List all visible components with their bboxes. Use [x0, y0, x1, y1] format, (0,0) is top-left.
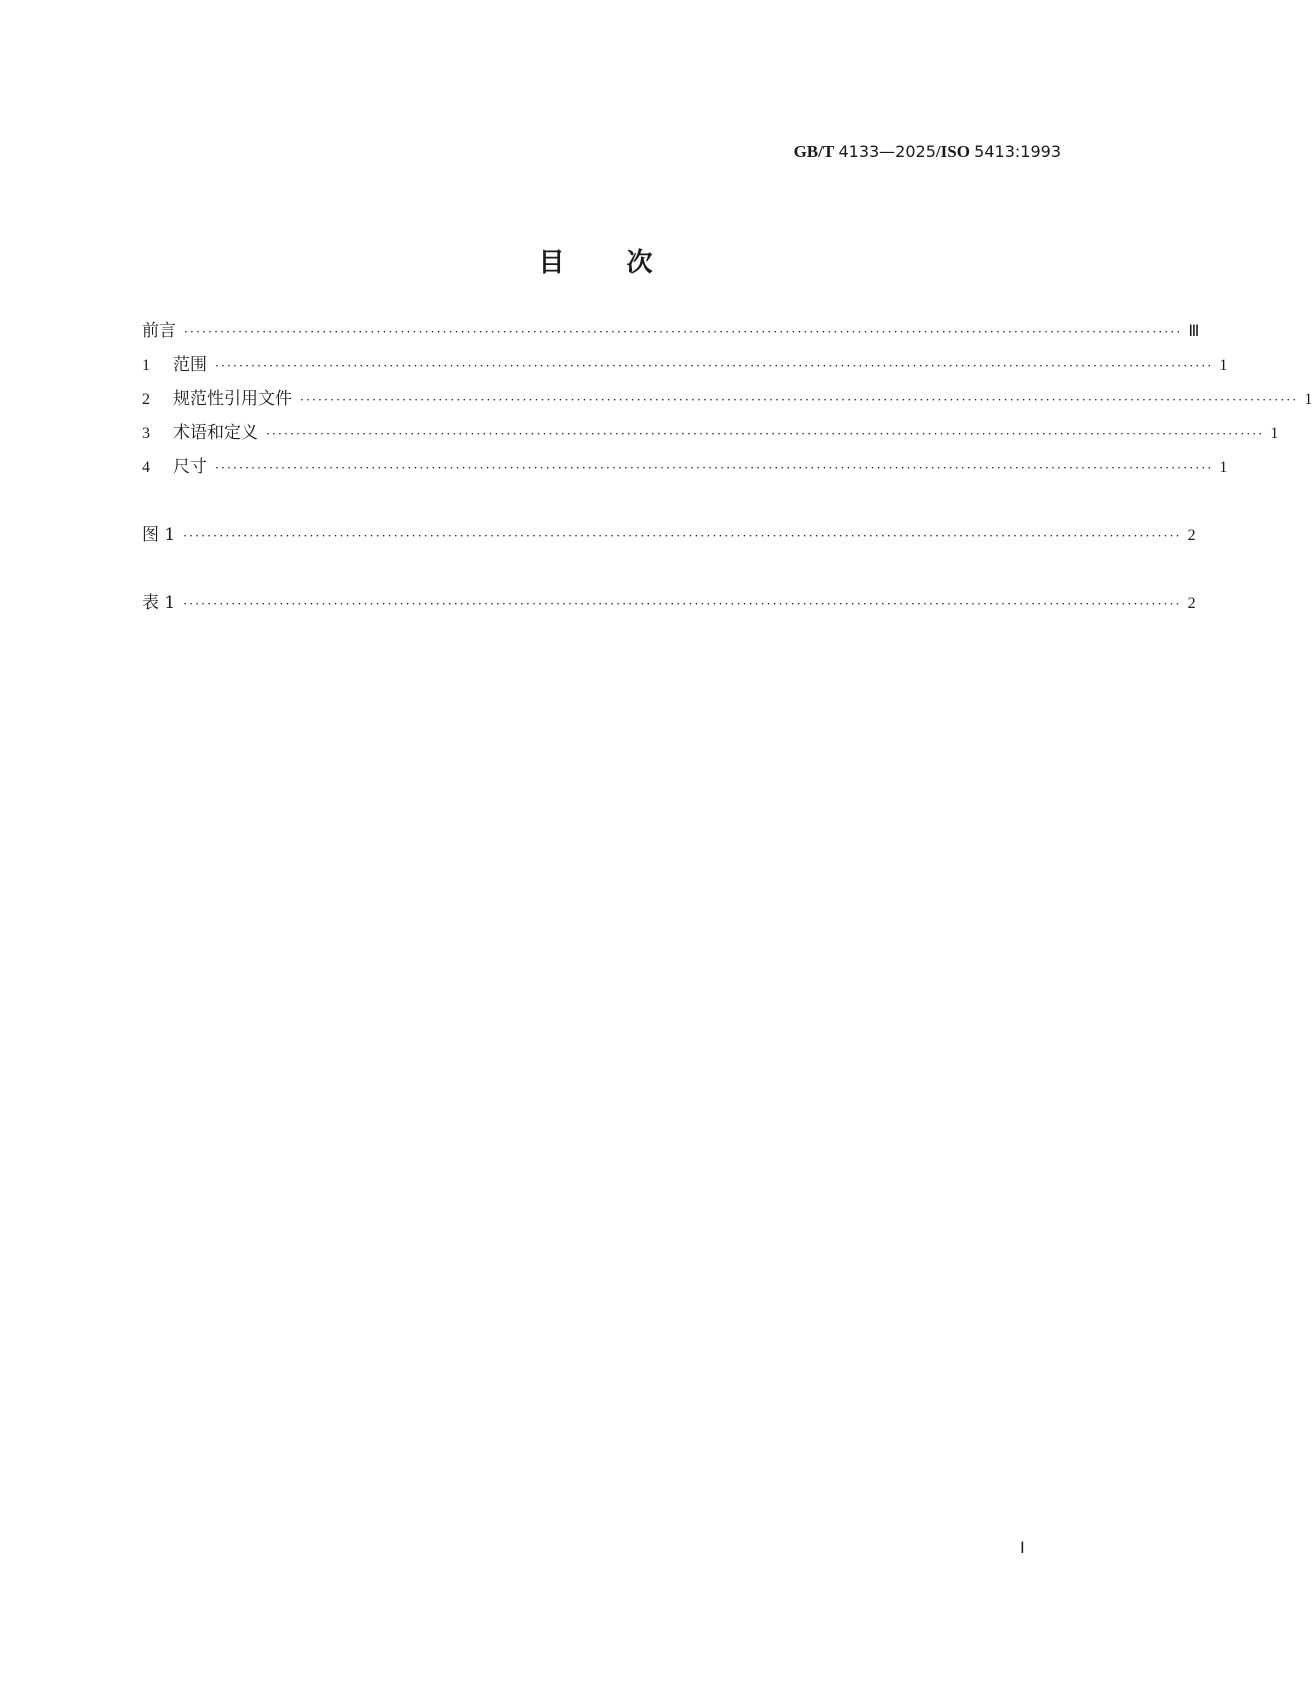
toc-entry-page: Ⅲ	[1188, 323, 1200, 340]
toc-leader-dots: ······································································································································································	[183, 597, 1182, 611]
document-header	[794, 142, 1061, 162]
toc-entry-table-1[interactable]	[142, 590, 1196, 616]
toc-entry-number: 2	[142, 391, 150, 408]
toc-entry-normative-references[interactable]	[142, 386, 1312, 412]
toc-entry-page: 1	[1219, 357, 1228, 374]
toc-leader-dots: ······································································································································································	[184, 325, 1183, 339]
toc-entry-page: 2	[1187, 595, 1196, 612]
toc-entry-number: 1	[142, 357, 150, 374]
gb-code: GB/T	[793, 142, 835, 161]
toc-leader-dots: ······································································································································································	[266, 427, 1265, 441]
toc-entry-terms-definitions[interactable]	[142, 420, 1279, 446]
toc-entry-label: 1 范围	[142, 352, 215, 379]
toc-entry-page: 1	[1270, 425, 1279, 442]
iso-number: 5413:1993	[974, 142, 1061, 161]
header-slash: /	[935, 142, 941, 161]
toc-leader-dots: ······································································································································································	[183, 529, 1182, 543]
toc-leader-dots: ······································································································································································	[215, 359, 1214, 373]
toc-entry-dimensions[interactable]	[142, 454, 1228, 480]
toc-entry-figure-1[interactable]	[142, 522, 1196, 548]
toc-entry-number: 4	[142, 459, 150, 476]
standard-number: 4133—2025	[838, 142, 936, 161]
toc-entry-page: 1	[1219, 459, 1228, 476]
page-number: Ⅰ	[1020, 1540, 1025, 1557]
toc-entry-label: 图 1	[142, 525, 176, 545]
page-title: 目次	[538, 248, 715, 278]
toc-entry-page: 2	[1187, 527, 1196, 544]
toc-entry-page: 1	[1304, 391, 1312, 408]
toc-entry-label: 4 尺寸	[142, 454, 215, 481]
toc-entry-label: 表 1	[142, 593, 176, 613]
toc-entry-label: 2 规范性引用文件	[142, 386, 300, 413]
toc-entry-label: 前言	[142, 321, 176, 341]
toc-leader-dots: ······································································································································································	[215, 461, 1214, 475]
toc-entry-label: 3 术语和定义	[142, 420, 266, 447]
iso-code: ISO	[940, 142, 970, 161]
toc-entry-foreword[interactable]	[142, 318, 1200, 344]
toc-entry-scope[interactable]	[142, 352, 1228, 378]
toc-leader-dots: ······································································································································································	[300, 393, 1299, 407]
toc-entry-number: 3	[142, 425, 150, 442]
